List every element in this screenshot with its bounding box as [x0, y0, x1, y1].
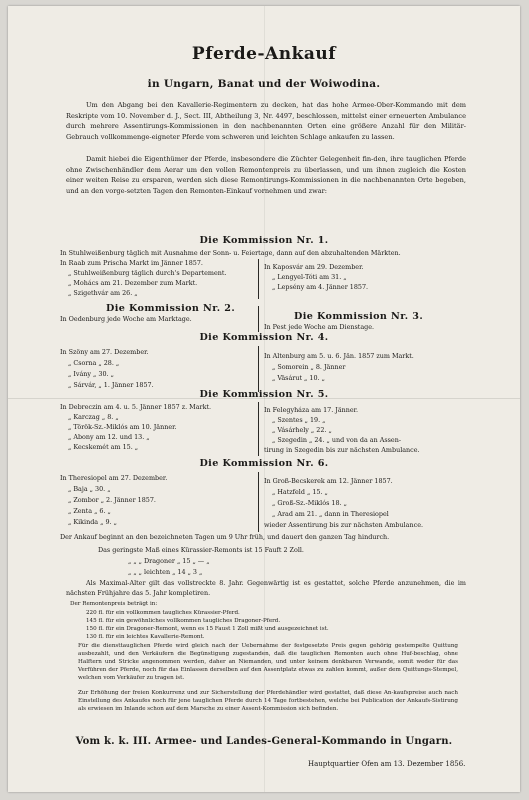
k5-right-4: tirung in Szegedin bis zur nächsten Ambulance. — [264, 446, 420, 454]
k4-right-1: „ Somorein „ 8. Jänner — [272, 363, 346, 371]
k5-left-4: „ Kecskemét am 15. „ — [68, 443, 139, 451]
poster-sheet — [8, 6, 520, 792]
preis-dragoner: 145 fl. für ein gewöhnliches vollkommen taugliches Dragoner-Pferd. — [86, 618, 281, 624]
place-and-date: Hauptquartier Ofen am 13. Dezember 1856. — [308, 760, 466, 768]
k1-left-1: „ Stuhlweißenburg täglich durch's Departement. — [68, 269, 227, 277]
mass-leichten: „ „ „ leichten „ 14 „ 3 „ — [128, 568, 203, 576]
preise-heading: Der Remontenpreis beträgt in: — [70, 601, 158, 607]
k6-right-3: „ Arad am 21. „ dann in Theresiopel — [272, 510, 389, 518]
column-divider — [258, 306, 259, 332]
k6-right-2: „ Groß-Sz.-Miklós 18. „ — [272, 499, 347, 507]
k5-left-1: „ Karczag „ 8. „ — [68, 413, 119, 421]
k5-right-2: „ Vásárhely „ 22. „ — [272, 426, 332, 434]
k6-right-1: „ Hatzfeld „ 15. „ — [272, 488, 328, 496]
k4-left-0: In Szöny am 27. Dezember. — [60, 348, 149, 356]
k6-right-0: In Groß-Becskerek am 12. Jänner 1857. — [264, 477, 393, 485]
k1-left-0: In Raab zum Prischa Markt im Jänner 1857. — [60, 259, 203, 267]
preis-leichte-kavallerie: 130 fl. für ein leichtes Kavallerie-Remont. — [86, 634, 205, 640]
poster-title: Pferde-Ankauf — [191, 44, 337, 64]
intro-paragraph-1: Um den Abgang bei den Kavallerie-Regimentern zu decken, hat das hohe Armee-Ober-Kommando mit dem Reskripte vom 10. November d. J., Sect. III, Abtheilung 3, Nr. 4497, beschlossen, mittelst einer erneuerten Ambulance durch mehrere Assentirungs-Kommissionen in den nachbenannten Orten eine größere Anzahl für den Militär-Gebrauch vollkommenge-eigneter Pferde vom schweren und leichten Schlage ankaufen zu lassen. — [66, 101, 466, 141]
kommission-5-heading: Die Kommission Nr. 5. — [199, 389, 329, 400]
k6-left-0: In Theresiopel am 27. Dezember. — [60, 474, 168, 482]
intro-paragraph-2: Damit hiebei die Eigenthümer der Pferde, insbesondere die Züchter Gelegenheit fin-den, ihre tauglichen Pferde ohne Zwischenhändler dem Aerar um den vollen Remontenpreis zu überlassen, und um ihnen zugleich die Kosten einer weiten Reise zu ersparen, werden sich diese Remontirungs-Kommissionen in die nachbenannten Orte begeben, und an den vorge-setzten Tagen den Remonten-Einkauf vornehmen und zwar: — [66, 155, 466, 195]
k1-left-3: „ Szigethvár am 26. „ — [68, 289, 138, 297]
erhoehung-paragraph: Zur Erhöhung der freien Konkurrenz und zur Sicherstellung der Pferdehändler wird gestattet, daß diese An-kaufspreise auch nach Einstellung des Ankaufes noch für jene tauglichen Pferde durch 14 Tage fortbestehen, welche bei Publication der Ankaufs-Sistirung als erwiesen im Inlande schon auf dem Marsche zu einer Assent-Kommission sich befinden. — [78, 690, 458, 712]
k1-right-2: „ Lepsény am 4. Jänner 1857. — [272, 283, 369, 291]
mass-kuerassier: Das geringste Maß eines Kürassier-Remonts ist 15 Fauft 2 Zoll. — [98, 546, 304, 554]
column-divider — [258, 259, 259, 299]
k6-right-4: wieder Assentirung bis zur nächsten Ambulance. — [264, 521, 424, 529]
k5-left-3: „ Abony am 12. und 13. „ — [68, 433, 150, 441]
issuing-authority: Vom k. k. III. Armee- und Landes-General-Kommando in Ungarn. — [75, 736, 453, 747]
k4-right-0: In Altenburg am 5. u. 6. Jän. 1857 zum Markt. — [264, 352, 414, 360]
k4-left-2: „ Ivány „ 30. „ — [68, 370, 114, 378]
kommission-6-heading: Die Kommission Nr. 6. — [199, 458, 329, 469]
k5-left-0: In Debreczin am 4. u. 5. Jänner 1857 z. Markt. — [60, 403, 212, 411]
k4-right-2: „ Väsárut „ 10. „ — [272, 374, 325, 382]
kommission-4-heading: Die Kommission Nr. 4. — [199, 332, 329, 343]
kommission-3-heading: Die Kommission Nr. 3. — [294, 311, 424, 322]
k5-right-3: „ Szegedin „ 24. „ und von da an Assen- — [272, 436, 401, 444]
kommission-1-intro: In Stuhlweißenburg täglich mit Ausnahme der Sonn- u. Feiertage, dann auf den abzuhaltenden Märkten. — [60, 249, 401, 257]
k4-left-3: „ Sárvár, „ 1. Jänner 1857. — [68, 381, 154, 389]
k6-left-4: „ Kikinda „ 9. „ — [68, 518, 117, 526]
ankauf-line: Der Ankauf beginnt an den bezeichneten Tagen um 9 Uhr früh, und dauert den ganzen Tag hindurch. — [60, 533, 390, 541]
k6-left-1: „ Baja „ 30. „ — [68, 485, 111, 493]
preis-dragoner-remont: 150 fl. für ein Dragoner-Remont, wenn es 15 Faust 1 Zoll mißt und ausgezeichnet ist. — [86, 626, 329, 632]
kommission-2-heading: Die Kommission Nr. 2. — [106, 303, 236, 314]
preis-kuerassier: 220 fl. für ein vollkommen taugliches Kürassier-Pferd. — [86, 610, 240, 616]
k1-right-0: In Kaposvár am 29. Dezember. — [264, 263, 364, 271]
k6-left-2: „ Zombor „ 2. Jänner 1857. — [68, 496, 156, 504]
alter-paragraph: Als Maximal-Alter gilt das vollstreckte 8. Jahr. Gegenwärtig ist es gestattet, solche Pferde anzunehmen, die im nächsten Frühjahre das 5. Jahr kompletiren. — [66, 579, 466, 597]
k1-right-1: „ Lengyel-Tóti am 31. „ — [272, 273, 347, 281]
column-divider — [258, 472, 259, 532]
k1-left-2: „ Mohács am 21. Dezember zum Markt. — [68, 279, 198, 287]
poster-subtitle: in Ungarn, Banat und der Woiwodina. — [147, 78, 381, 90]
k2-line: In Oedenburg jede Woche am Marktage. — [60, 315, 192, 323]
k6-left-3: „ Zenta „ 6. „ — [68, 507, 111, 515]
k5-right-0: In Felegyháza am 17. Jänner. — [264, 406, 359, 414]
k4-left-1: „ Csorna „ 28. „ — [68, 359, 120, 367]
column-divider — [258, 346, 259, 392]
k5-right-1: „ Szentes „ 19. „ — [272, 416, 326, 424]
bedingungen-paragraph: Für die diensttauglichen Pferde wird gleich nach der Uebernahme der festgesetzte Preis gegen gehörig gestempelte Quittung ausbezahlt, und den Verkäufern die Begünstigung zugestanden, daß die tauglichen Remonten auch ohne Huf-beschlag, ohne Halftern und Stricke angenommen werden, daher an Niemanden, und unter keinem denkbaren Verwande, somit weder für das Verführen der Pferde, noch für das Einlassen derselben auf den Assentplatz etwas zu zahlen kommt, außer dem Quittungs-Stempel, welchen vom Verkäufer zu tragen ist. — [78, 643, 458, 681]
k3-line: In Pest jede Woche am Dienstage. — [264, 323, 375, 331]
column-divider — [258, 402, 259, 456]
kommission-1-heading: Die Kommission Nr. 1. — [199, 235, 329, 246]
k5-left-2: „ Török-Sz.-Miklós am 10. Jänner. — [68, 423, 177, 431]
mass-dragoner: „ „ „ Dragoner „ 15 „ — „ — [128, 557, 210, 565]
